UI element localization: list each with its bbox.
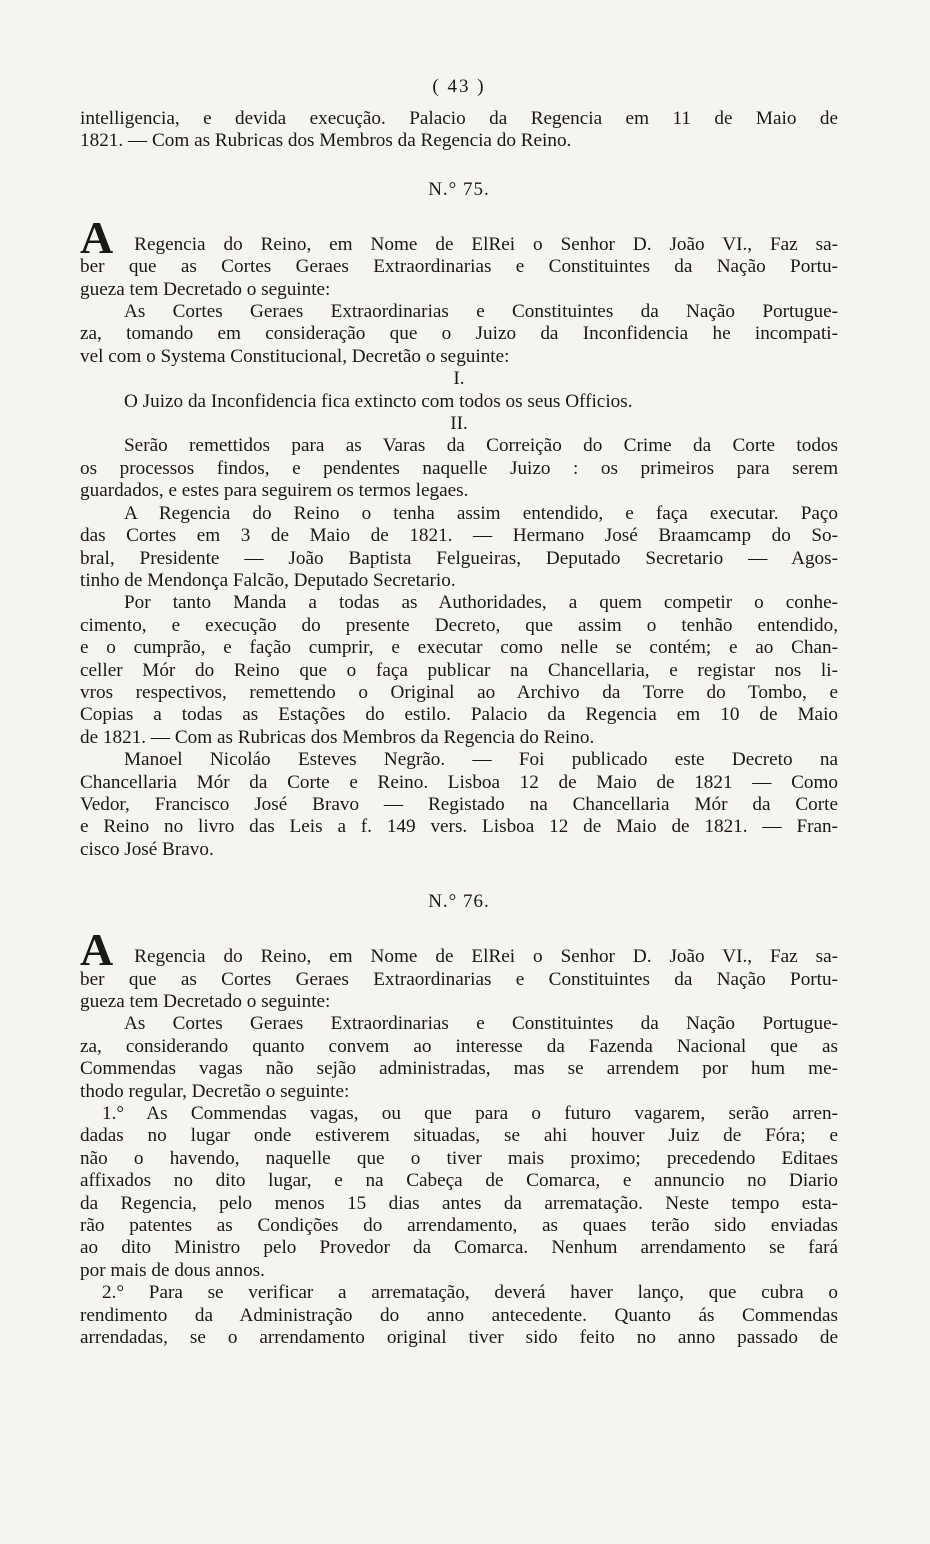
text-line: za, tomando em consideração que o Juizo da Inconfidencia he incompati-: [80, 323, 838, 345]
text-line: A Regencia do Reino o tenha assim entendido, e faça executar. Paço: [124, 502, 838, 524]
article-number: I.: [453, 368, 465, 390]
text-line: ber que as Cortes Geraes Extraordinarias e Constituintes da Nação Portu-: [80, 256, 838, 278]
decree-75-article-2: [80, 435, 838, 502]
text-line: dadas no lugar onde estiverem situadas, se ahi houver Juiz de Fóra; e: [80, 1125, 838, 1147]
text-line: rão patentes as Condições do arrendamento, as quaes terão sido enviadas: [80, 1215, 838, 1237]
text-line: 1.° As Commendas vagas, ou que para o futuro vagarem, serão arren-: [102, 1103, 838, 1125]
text-line: Copias a todas as Estações do estilo. Palacio da Regencia em 10 de Maio: [80, 704, 838, 726]
text-line: gueza tem Decretado o seguinte:: [80, 991, 331, 1012]
text-line: e Reino no livro das Leis a f. 149 vers. Lisboa 12 de Maio de 1821. — Fran-: [80, 816, 838, 838]
text-line: gueza tem Decretado o seguinte:: [80, 278, 331, 300]
text-line: Regencia do Reino, em Nome de ElRei o Senhor D. João VI., Faz sa-: [116, 233, 838, 255]
decree-76-article-1: [80, 1103, 838, 1282]
text-line: Regencia do Reino, em Nome de ElRei o Senhor D. João VI., Faz sa-: [116, 946, 838, 968]
text-line: 2.° Para se verificar a arrematação, deverá haver lanço, que cubra o: [102, 1282, 838, 1304]
text-line: Por tanto Manda a todas as Authoridades, a quem competir o conhe-: [124, 592, 838, 614]
text-line: vel com o Systema Constitucional, Decretão o seguinte:: [80, 345, 510, 367]
text-line: vros respectivos, remettendo o Original ao Archivo da Torre do Tombo, e: [80, 681, 838, 703]
text-line: Serão remettidos para as Varas da Correição do Crime da Corte todos: [124, 435, 838, 457]
intro-paragraph: [80, 108, 838, 153]
text-line: As Cortes Geraes Extraordinarias e Constituintes da Nação Portugue-: [124, 301, 838, 323]
decree-75-registo: [80, 749, 838, 861]
text-line: ao dito Ministro pelo Provedor da Comarca. Nenhum arrendamento se fará: [80, 1237, 838, 1259]
text-line: de 1821. — Com as Rubricas dos Membros da Regencia do Reino.: [80, 726, 595, 748]
text-line: ber que as Cortes Geraes Extraordinarias e Constituintes da Nação Portu-: [80, 968, 838, 990]
text-line: das Cortes em 3 de Maio de 1821. — Hermano José Braamcamp do So-: [80, 525, 838, 547]
text-line: cisco José Bravo.: [80, 838, 214, 860]
decree-76-opening: [80, 924, 838, 1013]
decree-76-article-2: [80, 1282, 838, 1349]
text-line: arrendadas, se o arrendamento original tiver sido feito no anno passado de: [80, 1327, 838, 1349]
decree-75-regencia: [80, 503, 838, 593]
decree-76-preamble: [80, 1013, 838, 1103]
text-line: 1821. — Com as Rubricas dos Membros da Regencia do Reino.: [80, 130, 572, 152]
text-line: affixados no dito lugar, e na Cabeça de Comarca, e annuncio no Diario: [80, 1170, 838, 1192]
text-line: e o cumprão, e fação cumprir, e executar como nelle se contém; e ao Chan-: [80, 637, 838, 659]
decree-76-heading: N.° 76.: [428, 891, 490, 913]
text-line: As Cortes Geraes Extraordinarias e Constituintes da Nação Portugue-: [124, 1013, 838, 1035]
text-line: não o havendo, naquelle que o tiver mais proximo; precedendo Editaes: [80, 1147, 838, 1169]
text-line: Chancellaria Mór da Corte e Reino. Lisboa 12 de Maio de 1821 — Como: [80, 771, 838, 793]
text-line: Vedor, Francisco José Bravo — Registado na Chancellaria Mór da Corte: [80, 793, 838, 815]
article-number: II.: [450, 413, 468, 435]
decree-75-preamble: [80, 301, 838, 368]
text-line: por mais de dous annos.: [80, 1259, 265, 1281]
text-line: intelligencia, e devida execução. Palacio da Regencia em 11 de Maio de: [80, 108, 838, 129]
text-line: thodo regular, Decretão o seguinte:: [80, 1080, 350, 1102]
text-line: cimento, e execução do presente Decreto, que assim o tenhão entendido,: [80, 614, 838, 636]
drop-cap: A: [80, 924, 114, 976]
text-line: os processos findos, e pendentes naquelle Juizo : os primeiros para serem: [80, 457, 838, 479]
decree-75-heading: N.° 75.: [428, 178, 490, 200]
text-line: bral, Presidente — João Baptista Felgueiras, Deputado Secretario — Agos-: [80, 547, 838, 569]
article-text: O Juizo da Inconfidencia fica extincto com todos os seus Officios.: [124, 390, 633, 412]
text-line: Commendas vagas não sejão administradas, mas se arrendem por hum me-: [80, 1058, 838, 1080]
decree-75-opening: [80, 211, 838, 301]
text-line: rendimento da Administração do anno antecedente. Quanto ás Commendas: [80, 1304, 838, 1326]
page-number: ( 43 ): [432, 76, 486, 97]
text-line: tinho de Mendonça Falcão, Deputado Secretario.: [80, 569, 456, 591]
text-line: Manoel Nicoláo Esteves Negrão. — Foi publicado este Decreto na: [124, 749, 838, 771]
decree-75-portanto: [80, 592, 838, 749]
text-line: guardados, e estes para seguirem os termos legaes.: [80, 480, 469, 502]
drop-cap: A: [80, 211, 114, 263]
text-line: da Regencia, pelo menos 15 dias antes da arrematação. Neste tempo esta-: [80, 1192, 838, 1214]
text-line: celler Mór do Reino que o faça publicar na Chancellaria, e registar nos li-: [80, 659, 838, 681]
text-line: za, considerando quanto convem ao interesse da Fazenda Nacional que as: [80, 1035, 838, 1057]
